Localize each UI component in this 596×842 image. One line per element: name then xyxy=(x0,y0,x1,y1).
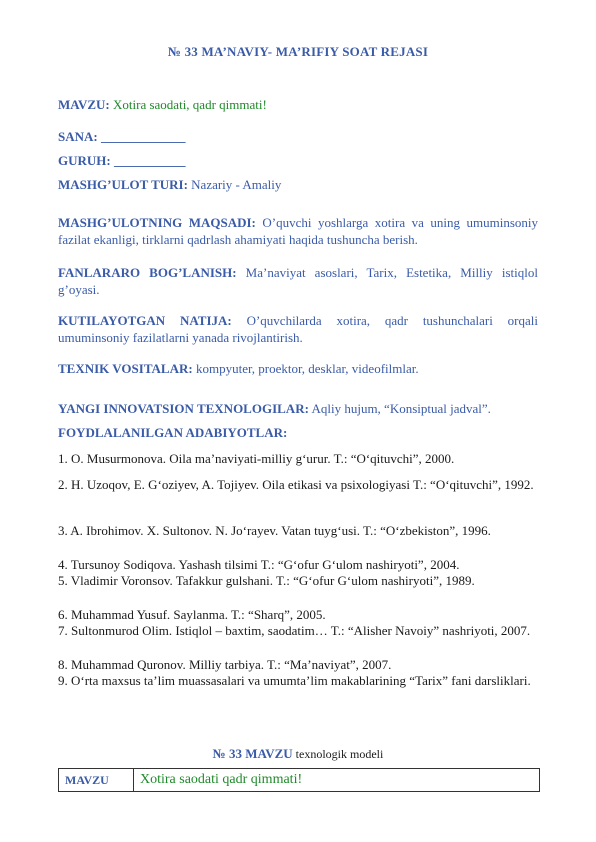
reference-item: 3. A. Ibrohimov. X. Sultonov. N. Jo‘rayev. Vatan tuyg‘usi. T.: “O‘zbekiston”, 1996. xyxy=(58,523,491,538)
sana-label: SANA: xyxy=(58,129,98,144)
mashgulot-turi-label: MASHG’ULOT TURI: xyxy=(58,177,188,192)
fanlararo-paragraph xyxy=(58,264,538,298)
maqsad-paragraph xyxy=(58,214,538,248)
natija-value: O’quvchilarda xotira, qadr tushunchalari orqali umuminsoniy fazilatlarni yanada rivojlantirish. xyxy=(58,313,538,345)
reference-item: 6. Muhammad Yusuf. Saylanma. T.: “Sharq”, 2005. xyxy=(58,607,326,622)
fanlararo-value: Ma’naviyat asoslari, Tarix, Estetika, Milliy istiqlol g’oyasi. xyxy=(58,265,538,297)
vositalar-label: TEXNIK VOSITALAR: xyxy=(58,361,193,376)
reference-item: 1. O. Musurmonova. Oila ma’naviyati-milliy g‘urur. T.: “O‘qituvchi”, 2000. xyxy=(58,451,455,466)
reference-item: 5. Vladimir Voronsov. Tafakkur gulshani. T.: “G‘ofur G‘ulom nashiryoti”, 1989. xyxy=(58,573,475,588)
fanlararo-label: FANLARARO BOG’LANISH: xyxy=(58,265,237,280)
table-row xyxy=(59,769,540,792)
sana-line xyxy=(58,128,538,145)
reference-item: 9. O‘rta maxsus ta’lim muassasalari va umumta’lim makablarining “Tarix” fani darsliklari. xyxy=(58,673,531,688)
guruh-line xyxy=(58,152,538,169)
model-row-label: MAVZU xyxy=(59,769,134,792)
model-title-rest: texnologik modeli xyxy=(295,747,384,761)
mashgulot-turi-value: Nazariy - Amaliy xyxy=(191,177,282,192)
vositalar-line xyxy=(58,360,538,377)
mavzu-label: MAVZU: xyxy=(58,97,110,112)
reference-item: 8. Muhammad Quronov. Milliy tarbiya. T.: “Ma’naviyat”, 2007. xyxy=(58,657,392,672)
guruh-value: ___________ xyxy=(113,153,186,168)
sana-value: _____________ xyxy=(100,129,186,144)
adabiyot-heading: FOYDLALANILGAN ADABIYOTLAR: xyxy=(58,425,288,440)
guruh-label: GURUH: xyxy=(58,153,111,168)
innovatsion-label: YANGI INNOVATSION TEXNOLOGILAR: xyxy=(58,401,309,416)
vositalar-value: kompyuter, proektor, desklar, videofilmlar. xyxy=(195,361,419,376)
maqsad-value: O’quvchi yoshlarga xotira va uning umuminsoniy fazilat ekanligi, tirklarni qadrlash ahamiyati haqida tushuncha berish. xyxy=(58,215,538,247)
mashgulot-turi-line xyxy=(58,176,538,193)
reference-item: 7. Sultonmurod Olim. Istiqlol – baxtim, saodatim… T.: “Alisher Navoiy” nashriyoti, 2007. xyxy=(58,623,531,638)
model-title xyxy=(58,746,538,762)
mavzu-value: Xotira saodati, qadr qimmati! xyxy=(113,97,267,112)
maqsad-label: MASHG’ULOTNING MAQSADI: xyxy=(58,215,256,230)
model-title-bold: № 33 MAVZU xyxy=(212,746,293,761)
mavzu-line xyxy=(58,96,538,113)
natija-label: KUTILAYOTGAN NATIJA: xyxy=(58,313,232,328)
innovatsion-value: Aqliy hujum, “Konsiptual jadval”. xyxy=(311,401,491,416)
innovatsion-line xyxy=(58,400,538,417)
reference-item: 4. Tursunoy Sodiqova. Yashash tilsimi T.: “G‘ofur G‘ulom nashiryoti”, 2004. xyxy=(58,557,460,572)
reference-item: 2. H. Uzoqov, E. G‘oziyev, A. Tojiyev. Oila etikasi va psixologiyasi T.: “O‘qituvchi”, 1992. xyxy=(58,477,534,492)
model-table xyxy=(58,768,540,792)
natija-paragraph xyxy=(58,312,538,346)
page-title: № 33 MA’NAVIY- MA’RIFIY SOAT REJASI xyxy=(167,44,429,59)
model-row-value: Xotira saodati qadr qimmati! xyxy=(134,769,540,792)
